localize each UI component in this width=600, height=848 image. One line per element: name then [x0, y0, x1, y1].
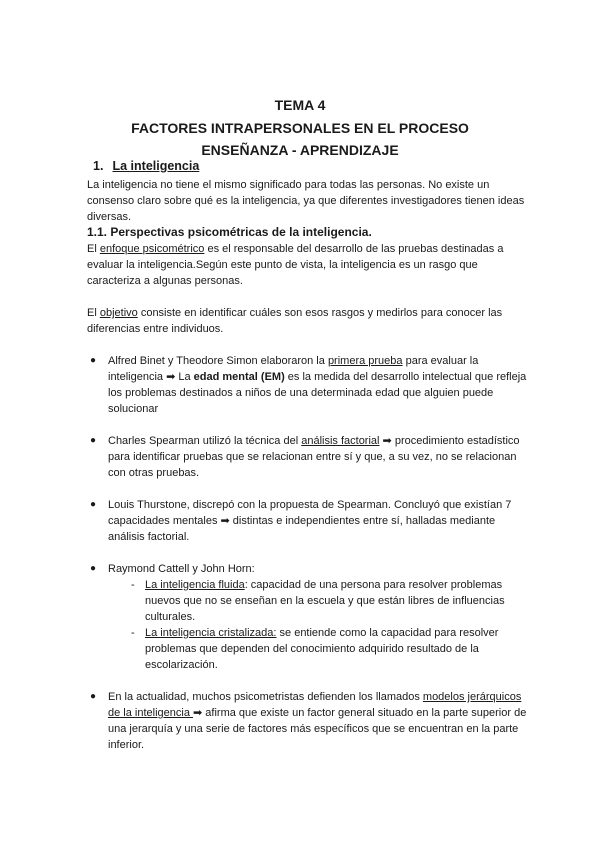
dash-icon: -: [131, 627, 135, 639]
bullet-icon: ●: [90, 499, 97, 510]
bullet-icon: ●: [90, 435, 97, 446]
bullet-icon: ●: [90, 355, 97, 366]
list-item-hierarchical-models: En la actualidad, muchos psicometristas defienden los llamados modelos jerárquicos de la inteligencia ➡ afirma que existe un factor general situado en la parte superior de una jerarquía y una serie de factores más específicos que se encuentran en la parte inferior.: [108, 691, 527, 751]
dash-icon: -: [131, 579, 135, 591]
title-line-2: ENSEÑANZA - APRENDIZAJE: [201, 142, 399, 158]
title-line-1: FACTORES INTRAPERSONALES EN EL PROCESO: [131, 120, 469, 136]
bullet-icon: ●: [90, 691, 97, 702]
topic-number: TEMA 4: [274, 97, 326, 113]
arrow-icon: ➡: [382, 435, 392, 447]
underlined-term: enfoque psicométrico: [99, 243, 205, 255]
list-item-spearman: Charles Spearman utilizó la técnica del análisis factorial ➡ procedimiento estadístico para identificar pruebas que se relacionan entre sí y que, a su vez, no se relacionan con otras pruebas.: [108, 435, 520, 479]
arrow-icon: ➡: [193, 707, 203, 719]
section-number: 1.: [93, 159, 104, 173]
list-item-cattell-horn: Raymond Cattell y John Horn:: [108, 563, 255, 575]
intro-paragraph: La inteligencia no tiene el mismo significado para todas las personas. No existe un consenso claro sobre qué es la inteligencia, ya que diferentes investigadores tienen ideas diversas.: [87, 179, 525, 223]
subitem-crystallized: La inteligencia cristalizada: se entiende como la capacidad para resolver problemas que dependen del conocimiento adquirido resultado de la escolarización.: [145, 627, 499, 671]
subsection-heading: 1.1. Perspectivas psicométricas de la inteligencia.: [87, 225, 372, 239]
underlined-term: objetivo: [99, 307, 138, 319]
arrow-icon: ➡: [220, 515, 230, 527]
section-title: La inteligencia: [112, 159, 200, 173]
subitem-fluid: La inteligencia fluida: capacidad de una persona para resolver problemas nuevos que no se enseñan en la escuela y que están libres de influencias culturales.: [145, 579, 505, 623]
arrow-icon: ➡: [166, 371, 176, 383]
objective-paragraph: El objetivo consiste en identificar cuáles son esos rasgos y medirlos para conocer las diferencias entre individuos.: [87, 307, 503, 335]
section-1-heading: [93, 158, 199, 174]
psychometric-paragraph: El enfoque psicométrico es el responsable del desarrollo de las pruebas destinadas a evaluar la inteligencia.Según este punto de vista, la inteligencia es un rasgo que caracteriza a algunas personas.: [87, 243, 504, 287]
list-item-thurstone: Louis Thurstone, discrepó con la propuesta de Spearman. Concluyó que existían 7 capacidades mentales ➡ distintas e independientes entre sí, halladas mediante análisis factorial.: [108, 499, 512, 543]
bullet-icon: ●: [90, 563, 97, 574]
list-item-binet: Alfred Binet y Theodore Simon elaboraron la primera prueba para evaluar la inteligencia ➡ La edad mental (EM) es la medida del desarrollo intelectual que refleja los problemas destinados a niños de una determinada edad que alguien puede solucionar: [108, 355, 527, 415]
